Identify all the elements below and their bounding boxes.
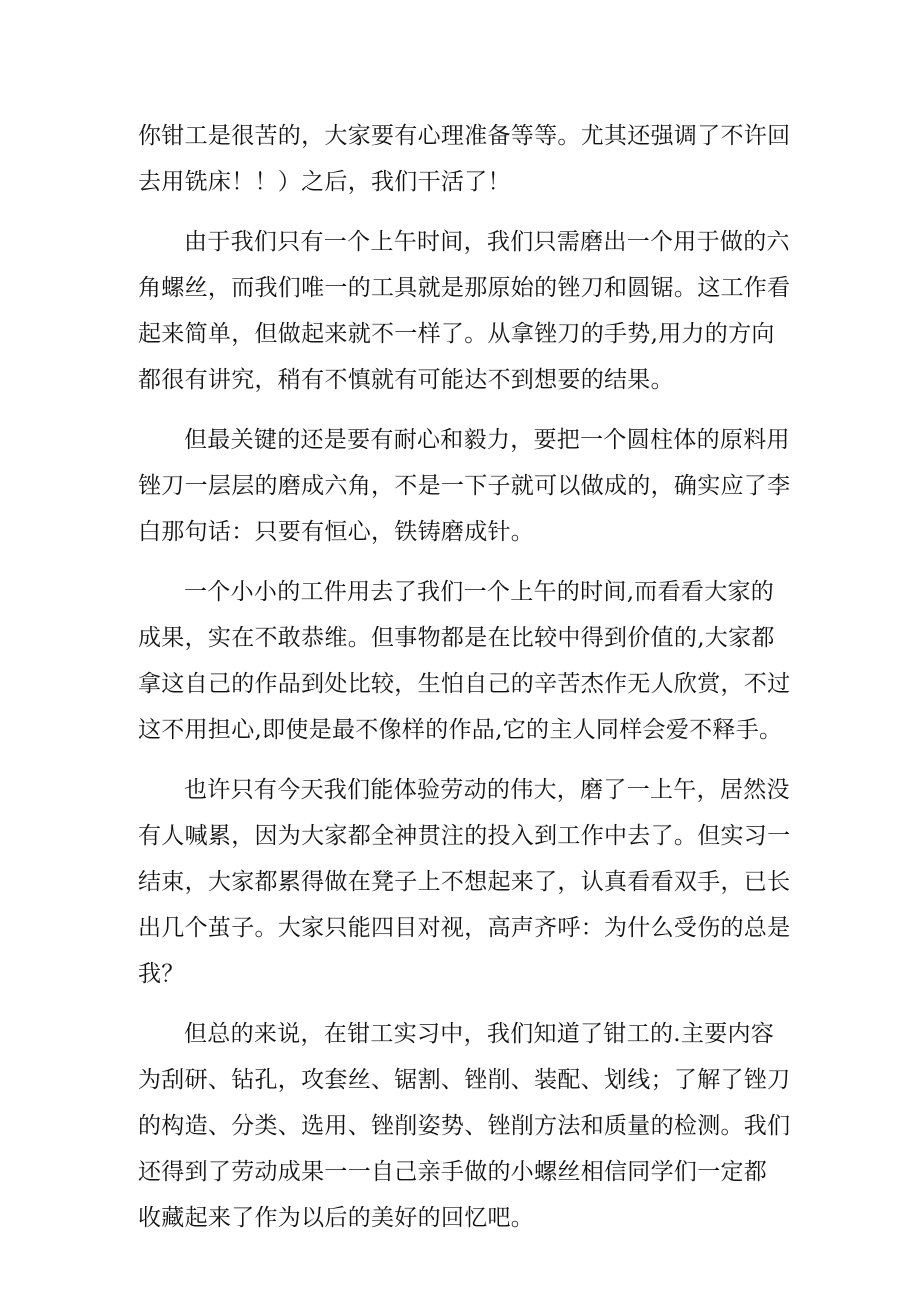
- text-line: 也许只有今天我们能体验劳动的伟大，磨了一上午，居然没: [184, 777, 790, 803]
- text-line: 由于我们只有一个上午时间，我们只需磨出一个用于做的六: [184, 229, 790, 255]
- text-line: 的构造、分类、选用、锉削姿势、锉削方法和质量的检测。我们: [138, 1113, 791, 1139]
- text-line: 但最关键的还是要有耐心和毅力，要把一个圆柱体的原料用: [184, 427, 790, 453]
- document-body: [138, 113, 791, 1241]
- text-line: 为刮研、钻孔，攻套丝、锯割、锉削、装配、划线；了解了锉刀: [138, 1067, 791, 1093]
- paragraph: [138, 113, 791, 205]
- paragraph: [138, 569, 791, 753]
- text-line: 一个小小的工件用去了我们一个上午的时间,而看看大家的: [184, 579, 775, 605]
- paragraph: [138, 767, 791, 997]
- text-line: 角螺丝，而我们唯一的工具就是那原始的锉刀和圆锯。这工作看: [138, 275, 791, 301]
- text-line: 这不用担心,即使是最不像样的作品,它的主人同样会爱不释手。: [138, 717, 783, 743]
- text-line: 起来简单，但做起来就不一样了。从拿锉刀的手势,用力的方向: [138, 321, 775, 347]
- text-line: 还得到了劳动成果一一自己亲手做的小螺丝相信同学们一定都: [138, 1159, 768, 1185]
- text-line: 收藏起来了作为以后的美好的回忆吧。: [138, 1205, 535, 1231]
- text-line: 出几个茧子。大家只能四目对视，高声齐呼：为什么受伤的总是: [138, 915, 791, 941]
- paragraph: [138, 1011, 791, 1241]
- text-line: 去用铣床！！）之后，我们干活了！: [138, 169, 511, 195]
- text-line: 但总的来说，在钳工实习中，我们知道了钳工的.主要内容: [184, 1021, 775, 1047]
- paragraph: [138, 219, 791, 403]
- text-line: 有人喊累，因为大家都全神贯注的投入到工作中去了。但实习一: [138, 823, 791, 849]
- text-line: 锉刀一层层的磨成六角，不是一下子就可以做成的，确实应了李: [138, 473, 791, 499]
- text-line: 结束，大家都累得做在凳子上不想起来了，认真看看双手，已长: [138, 869, 791, 895]
- text-line: 都很有讲究，稍有不慎就有可能达不到想要的结果。: [138, 367, 674, 393]
- text-line: 拿这自己的作品到处比较，生怕自己的辛苦杰作无人欣赏，不过: [138, 671, 791, 697]
- text-line: 你钳工是很苦的，大家要有心理准备等等。尤其还强调了不许回: [138, 123, 791, 149]
- text-line: 我？: [138, 961, 185, 987]
- paragraph: [138, 417, 791, 555]
- text-line: 白那句话：只要有恒心，铁铸磨成针。: [138, 519, 535, 545]
- text-line: 成果，实在不敢恭维。但事物都是在比较中得到价值的,大家都: [138, 625, 775, 651]
